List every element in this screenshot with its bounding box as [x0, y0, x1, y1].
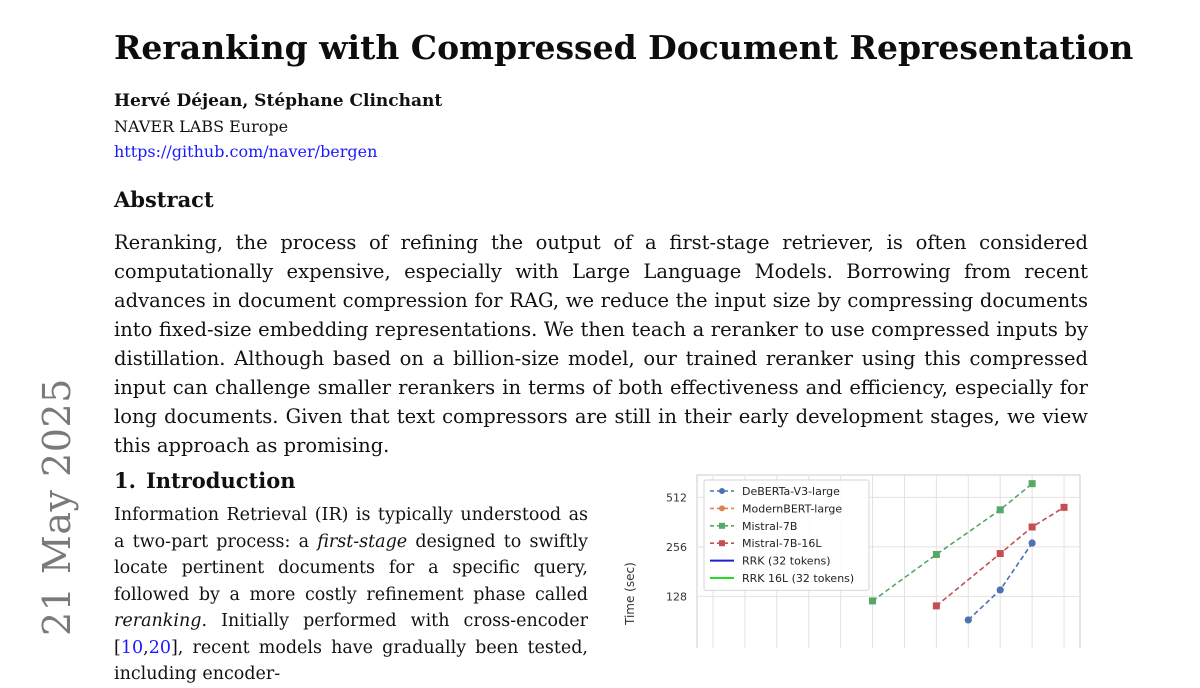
repository-link[interactable]: https://github.com/naver/bergen	[114, 142, 378, 161]
introduction-heading	[114, 468, 296, 493]
data-point-square	[869, 597, 876, 604]
legend-label: DeBERTa-V3-large	[742, 485, 840, 498]
citation-link[interactable]: 20	[148, 637, 171, 658]
legend-label: Mistral-7B	[742, 519, 798, 533]
introduction-paragraph	[114, 502, 588, 688]
section-number: 1.	[114, 468, 136, 493]
data-point-square	[997, 550, 1004, 557]
paper-authors: Hervé Déjean, Stéphane Clinchant	[114, 91, 443, 111]
paper-title: Reranking with Compressed Document Representation	[114, 28, 1134, 67]
legend-label: RRK (32 tokens)	[742, 554, 831, 568]
data-point-square	[997, 506, 1004, 513]
citation-link[interactable]: 10	[120, 637, 144, 658]
intro-emphasis: first-stage	[317, 531, 408, 552]
y-tick-label: 512	[666, 491, 687, 505]
legend-swatch-marker	[719, 523, 725, 529]
data-point-circle	[997, 586, 1004, 593]
paper-affiliation: NAVER LABS Europe	[114, 117, 289, 136]
data-point-circle	[1029, 539, 1036, 546]
intro-emphasis: reranking	[114, 611, 202, 631]
legend-label: ModernBERT-large	[742, 502, 843, 516]
section-title: Introduction	[145, 468, 296, 493]
intro-text: designed to swiftly locate pertinent documents for a specific query, followed by a more costly refinement phase called	[114, 531, 588, 605]
arxiv-date-stamp: 21 May 2025	[35, 378, 79, 636]
data-point-square	[1029, 480, 1036, 487]
intro-text: Information Retrieval (IR) is typically understood as a two-part process: a	[114, 505, 588, 552]
data-point-circle	[965, 616, 972, 623]
abstract-heading: Abstract	[114, 187, 214, 212]
data-point-square	[1029, 523, 1036, 530]
intro-text: . Initially performed with cross-encoder [	[114, 611, 588, 658]
y-axis-label: Time (sec)	[623, 562, 637, 625]
legend-swatch-marker	[719, 540, 725, 546]
legend-swatch-marker	[719, 505, 725, 511]
data-point-square	[933, 602, 940, 609]
timing-chart-svg	[620, 470, 1090, 648]
intro-text: ], recent models have gradually been tested, including encoder-	[114, 637, 588, 684]
y-tick-label: 128	[666, 590, 687, 604]
abstract-text: Reranking, the process of refining the output of a first-stage retriever, is often considered computationally expensive, especially with Large Language Models. Borrowing from recent advances in document compression for RAG, we reduce the input size by compressing documents into fixed-size embedding representations. We then teach a reranker to use compressed inputs by distillation. Although based on a billion-size model, our trained reranker using this compressed input can challenge smaller rerankers in terms of both effectiveness and efficiency, especially for long documents. Given that text compressors are still in their early development stages, we view this approach as promising.	[114, 231, 1088, 457]
intro-text: ,	[143, 637, 149, 658]
legend-swatch-marker	[719, 488, 725, 494]
data-point-square	[1061, 504, 1068, 511]
y-tick-label: 256	[666, 540, 687, 554]
data-point-square	[933, 551, 940, 558]
legend-label: RRK 16L (32 tokens)	[742, 572, 855, 585]
legend-label: Mistral-7B-16L	[742, 537, 822, 551]
timing-chart	[620, 470, 1090, 648]
